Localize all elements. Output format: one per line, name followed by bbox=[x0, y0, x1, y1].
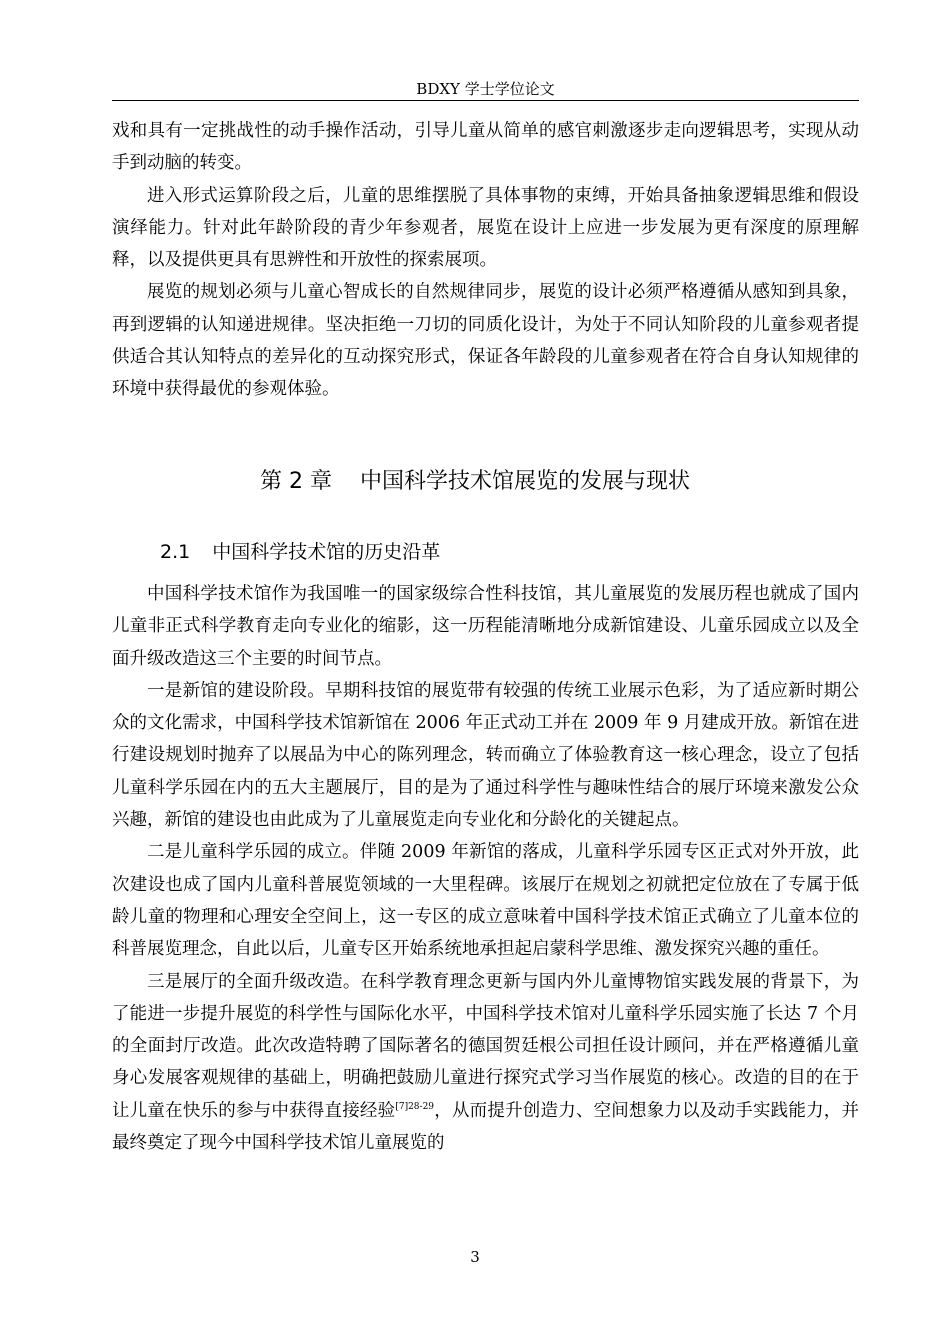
citation-superscript: [7]28-29 bbox=[395, 1101, 435, 1112]
top-text-block bbox=[112, 115, 859, 406]
paragraph-continuation: 戏和具有一定挑战性的动手操作活动，引导儿童从简单的感官刺激逐步走向逻辑思考，实现从动手到动脑的转变。 bbox=[112, 121, 859, 174]
paragraph-text: ，从而提升创造力、空间想象力以及动手实践能力，并最终奠定了现今中国科学技术馆儿童展览的 bbox=[112, 1100, 860, 1154]
paragraph: 中国科学技术馆作为我国唯一的国家级综合性科技馆，其儿童展览的发展历程也就成了国内儿童非正式科学教育走向专业化的缩影，这一历程能清晰地分成新馆建设、儿童乐园成立以及全面升级改造这三个主要的时间节点。 bbox=[112, 584, 859, 669]
chapter-number: 第 2 章 bbox=[260, 469, 332, 494]
chapter-title: 中国科学技术馆展览的发展与现状 bbox=[359, 469, 690, 494]
paragraph: 二是儿童科学乐园的成立。伴随 2009 年新馆的落成，儿童科学乐园专区正式对外开放，此次建设也成了国内儿童科普展览领域的一大里程碑。该展厅在规划之初就把定位放在了专属于低龄儿童的物理和心理安全空间上，这一专区的成立意味着中国科学技术馆正式确立了儿童本位的科普展览理念，自此以后，儿童专区开始系统地承担起启蒙科学思维、激发探究兴趣的重任。 bbox=[112, 842, 859, 960]
chapter-heading bbox=[0, 464, 950, 495]
paragraph bbox=[112, 966, 859, 1160]
running-header: BDXY 学士学位论文 bbox=[416, 80, 555, 98]
paragraph: 展览的规划必须与儿童心智成长的自然规律同步，展览的设计必须严格遵循从感知到具象，再到逻辑的认知递进规律。坚决拒绝一刀切的同质化设计，为处于不同认知阶段的儿童参观者提供适合其认知特点的差异化的互动探究形式，保证各年龄段的儿童参观者在符合自身认知规律的环境中获得最优的参观体验。 bbox=[112, 282, 859, 400]
section-text-block bbox=[112, 578, 859, 1159]
section-title: 中国科学技术馆的历史沿革 bbox=[212, 541, 441, 563]
page-number: 3 bbox=[470, 1248, 480, 1266]
header-rule bbox=[112, 100, 859, 101]
section-heading bbox=[160, 537, 440, 564]
paragraph: 进入形式运算阶段之后，儿童的思维摆脱了具体事物的束缚，开始具备抽象逻辑思维和假设演绎能力。针对此年龄阶段的青少年参观者，展览在设计上应进一步发展为更有深度的原理解释，以及提供更具有思辨性和开放性的探索展项。 bbox=[112, 185, 859, 271]
paragraph: 一是新馆的建设阶段。早期科技馆的展览带有较强的传统工业展示色彩，为了适应新时期公众的文化需求，中国科学技术馆新馆在 2006 年正式动工并在 2009 年 9 月建成开放。新馆在进行建设规划时抛弃了以展品为中心的陈列理念，转而确立了体验教育这一核心理念，设立了包括儿童科学乐园在内的五大主题展厅，目的是为了通过科学性与趣味性结合的展厅环境来激发公众兴趣，新馆的建设也由此成为了儿童展览走向专业化和分龄化的关键起点。 bbox=[112, 680, 859, 831]
section-number: 2.1 bbox=[160, 541, 191, 563]
paragraph-text: 三是展厅的全面升级改造。在科学教育理念更新与国内外儿童博物馆实践发展的背景下，为了能进一步提升展览的科学性与国际化水平，中国科学技术馆对儿童科学乐园实施了长达 7 个月的全面封厅改造。此次改造特聘了国际著名的德国贺廷根公司担任设计顾问，并在严格遵循儿童身心发展客观规律的基础上，明确把鼓励儿童进行探究式学习当作展览的核心。改造的目的在于让儿童在快乐的参与中获得直接经验 bbox=[112, 971, 859, 1121]
